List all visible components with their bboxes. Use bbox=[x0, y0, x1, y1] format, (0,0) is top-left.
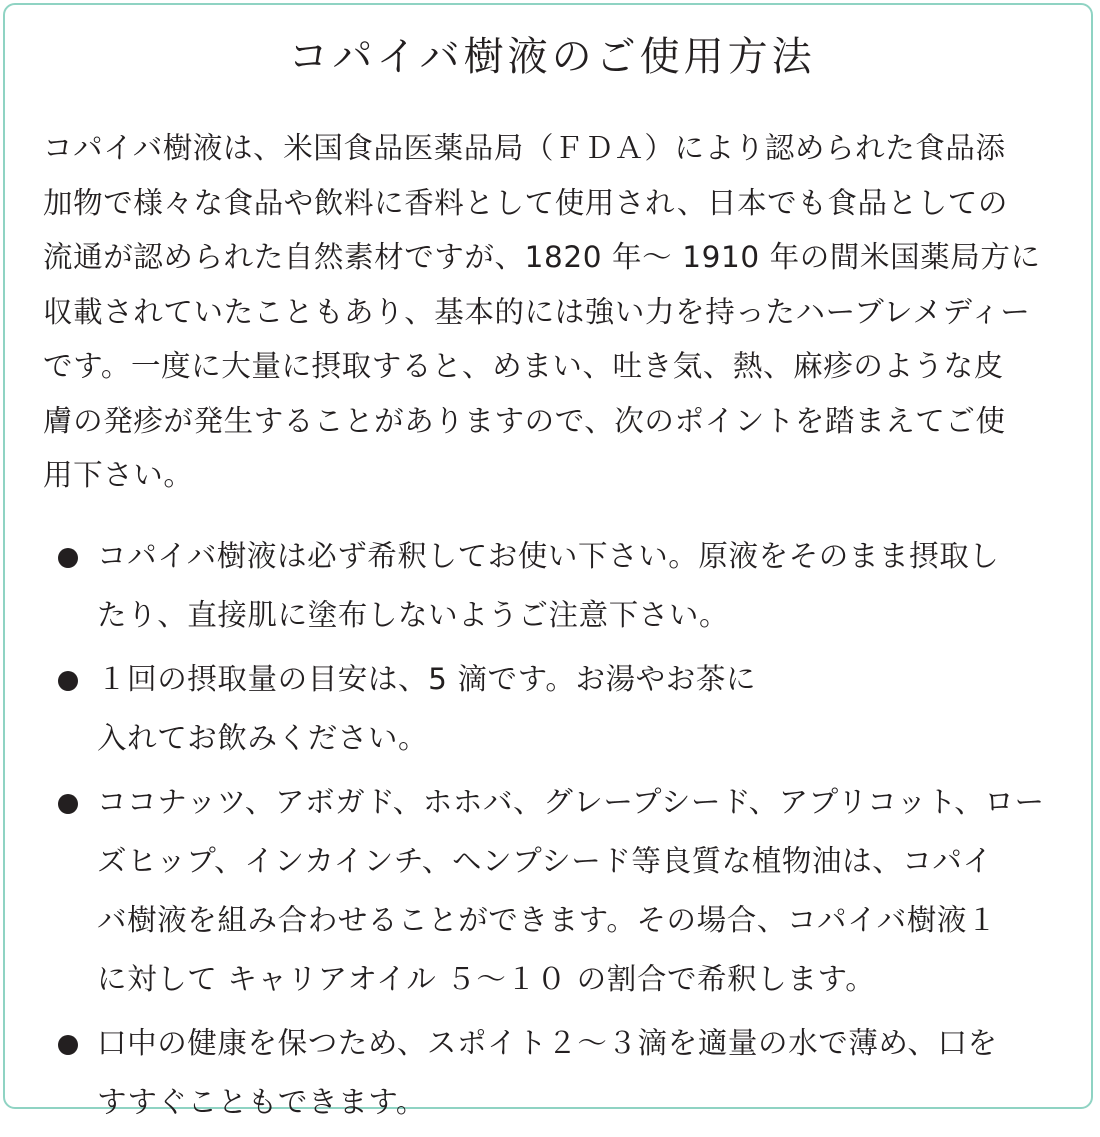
intro-line: 膚の発疹が発生することがありますので、次のポイントを踏まえてご使 bbox=[43, 403, 1006, 438]
usage-point-dosage bbox=[5, 650, 1099, 768]
usage-point-line: ズヒップ、インカインチ、ヘンプシード等良質な植物油は、コパイ bbox=[97, 844, 993, 878]
bullet-icon bbox=[58, 671, 78, 691]
usage-point-line: すすぐこともできます。 bbox=[97, 1085, 427, 1119]
intro-line: 流通が認められた自然素材ですが、1820 年～ 1910 年の間米国薬局方に bbox=[43, 240, 1041, 274]
intro-line: です。一度に大量に摂取すると、めまい、吐き気、熱、麻疹のような皮 bbox=[43, 349, 1004, 383]
usage-point-text bbox=[97, 527, 1099, 645]
usage-point-line: に対して キャリアオイル ５～１０ の割合で希釈します。 bbox=[97, 962, 876, 996]
usage-point-text bbox=[97, 1014, 1099, 1132]
instructions-card bbox=[3, 3, 1093, 1119]
intro-line: 用下さい。 bbox=[43, 458, 194, 492]
usage-point-line: １回の摂取量の目安は、5 滴です。お湯やお茶に bbox=[97, 662, 757, 696]
usage-point-line: 入れてお飲みください。 bbox=[97, 721, 429, 755]
usage-point-mouth-rinse bbox=[5, 1014, 1099, 1132]
usage-point-line: コパイバ樹液は必ず希釈してお使い下さい。原液をそのまま摂取し bbox=[97, 539, 1000, 573]
usage-point-text bbox=[97, 650, 1099, 768]
intro-paragraph bbox=[43, 121, 1073, 503]
usage-points-list bbox=[5, 527, 1099, 1137]
intro-line: 加物で様々な食品や飲料に香料として使用され、日本でも食品としての bbox=[43, 185, 1008, 220]
usage-point-line: ココナッツ、アボガド、ホホバ、グレープシード、アプリコット、ロー bbox=[97, 785, 1045, 819]
usage-point-text bbox=[97, 773, 1099, 1009]
usage-point-carrier-oil bbox=[5, 773, 1099, 1009]
usage-point-dilute bbox=[5, 527, 1099, 645]
page-title: コパイバ樹液のご使用方法 bbox=[288, 34, 816, 80]
bullet-icon bbox=[58, 1035, 78, 1055]
usage-point-line: たり、直接肌に塗布しないようご注意下さい。 bbox=[97, 598, 730, 632]
intro-line: 収載されていたこともあり、基本的には強い力を持ったハーブレメディー bbox=[43, 294, 1031, 329]
bullet-icon bbox=[58, 794, 78, 814]
bullet-icon bbox=[58, 548, 78, 568]
usage-point-line: バ樹液を組み合わせることができます。その場合、コパイバ樹液１ bbox=[97, 903, 998, 937]
usage-point-line: 口中の健康を保つため、スポイト２～３滴を適量の水で薄め、口を bbox=[97, 1026, 998, 1060]
intro-line: コパイバ樹液は、米国食品医薬品局（ＦＤＡ）により認められた食品添 bbox=[43, 131, 1006, 165]
